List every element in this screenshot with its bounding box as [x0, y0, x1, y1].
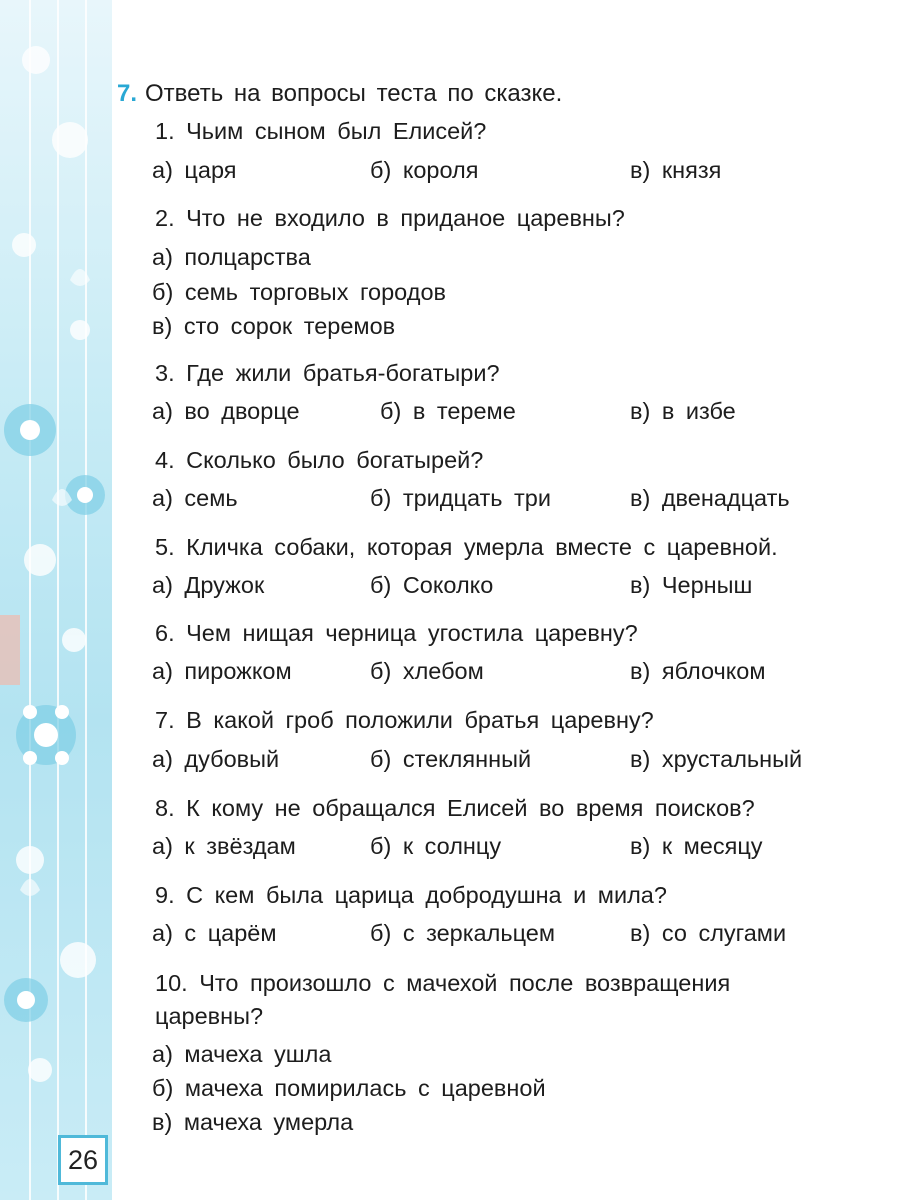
answer-row-9	[152, 920, 852, 950]
option-b[interactable]: б) мачеха помирилась с царевной	[152, 1075, 546, 1101]
question-7	[155, 707, 654, 734]
question-2	[155, 205, 625, 232]
option-c[interactable]: в) сто сорок теремов	[152, 313, 396, 339]
option-a[interactable]: а) во дворце	[152, 398, 300, 424]
option-a[interactable]: а) с царём	[152, 920, 277, 946]
option-c[interactable]: в) хрустальный	[630, 746, 803, 772]
question-3	[155, 360, 500, 387]
option-b[interactable]: б) к солнцу	[370, 833, 502, 859]
question-number: 3.	[155, 360, 175, 386]
question-number: 2.	[155, 205, 175, 231]
question-10	[155, 967, 828, 1033]
option-a[interactable]: а) семь	[152, 485, 238, 511]
question-text: Сколько было богатырей?	[186, 447, 484, 473]
task-header	[117, 80, 562, 108]
option-b[interactable]: б) в тереме	[380, 398, 516, 424]
question-text: Что произошло с мачехой после возвращения царевны?	[155, 970, 731, 1029]
option-c[interactable]: в) мачеха умерла	[152, 1109, 354, 1135]
option-b[interactable]: б) с зеркальцем	[370, 920, 555, 946]
answer-row-6	[152, 658, 852, 688]
question-8	[155, 795, 755, 822]
option-a[interactable]: а) к звёздам	[152, 833, 296, 859]
option-a[interactable]: а) пирожком	[152, 658, 292, 684]
option-c[interactable]: в) к месяцу	[630, 833, 763, 859]
option-c[interactable]: в) в избе	[630, 398, 736, 424]
option-c[interactable]: в) со слугами	[630, 920, 787, 946]
question-number: 7.	[155, 707, 175, 733]
page-number: 26	[58, 1135, 108, 1185]
option-c[interactable]: в) двенадцать	[630, 485, 790, 511]
question-text: Чем нищая черница угостила царевну?	[186, 620, 638, 646]
option-c[interactable]: в) Черныш	[630, 572, 753, 598]
task-number: 7.	[117, 80, 138, 107]
question-number: 4.	[155, 447, 175, 473]
answer-row-5	[152, 572, 852, 602]
question-number: 10.	[155, 970, 188, 996]
question-text: В какой гроб положили братья царевну?	[186, 707, 654, 733]
option-b[interactable]: б) хлебом	[370, 658, 484, 684]
question-text: Где жили братья-богатыри?	[186, 360, 500, 386]
option-a[interactable]: а) дубовый	[152, 746, 280, 772]
question-text: Что не входило в приданое царевны?	[186, 205, 625, 231]
option-c[interactable]: в) яблочком	[630, 658, 766, 684]
question-text: К кому не обращался Елисей во время поисков?	[186, 795, 755, 821]
option-a[interactable]: а) полцарства	[152, 244, 311, 270]
option-b[interactable]: б) семь торговых городов	[152, 279, 446, 305]
answer-row-8	[152, 833, 852, 863]
question-text: Чьим сыном был Елисей?	[186, 118, 487, 144]
question-1	[155, 118, 486, 145]
question-text: С кем была царица добродушна и мила?	[186, 882, 667, 908]
option-b[interactable]: б) тридцать три	[370, 485, 551, 511]
question-number: 5.	[155, 534, 175, 560]
option-c[interactable]: в) князя	[630, 157, 722, 183]
answer-row-1	[152, 157, 852, 187]
option-b[interactable]: б) стеклянный	[370, 746, 532, 772]
option-b[interactable]: б) короля	[370, 157, 479, 183]
question-6	[155, 620, 638, 647]
option-a[interactable]: а) царя	[152, 157, 237, 183]
answer-row-3	[152, 398, 852, 428]
question-number: 8.	[155, 795, 175, 821]
option-a[interactable]: а) Дружок	[152, 572, 265, 598]
question-number: 6.	[155, 620, 175, 646]
question-4	[155, 447, 483, 474]
option-a[interactable]: а) мачеха ушла	[152, 1041, 332, 1067]
question-9	[155, 882, 667, 909]
answer-row-7	[152, 746, 852, 776]
question-5	[155, 534, 778, 561]
task-title: Ответь на вопросы теста по сказке.	[145, 80, 563, 107]
question-number: 1.	[155, 118, 175, 144]
question-text: Кличка собаки, которая умерла вместе с царевной.	[186, 534, 778, 560]
answer-row-4	[152, 485, 852, 515]
question-number: 9.	[155, 882, 175, 908]
option-b[interactable]: б) Соколко	[370, 572, 494, 598]
